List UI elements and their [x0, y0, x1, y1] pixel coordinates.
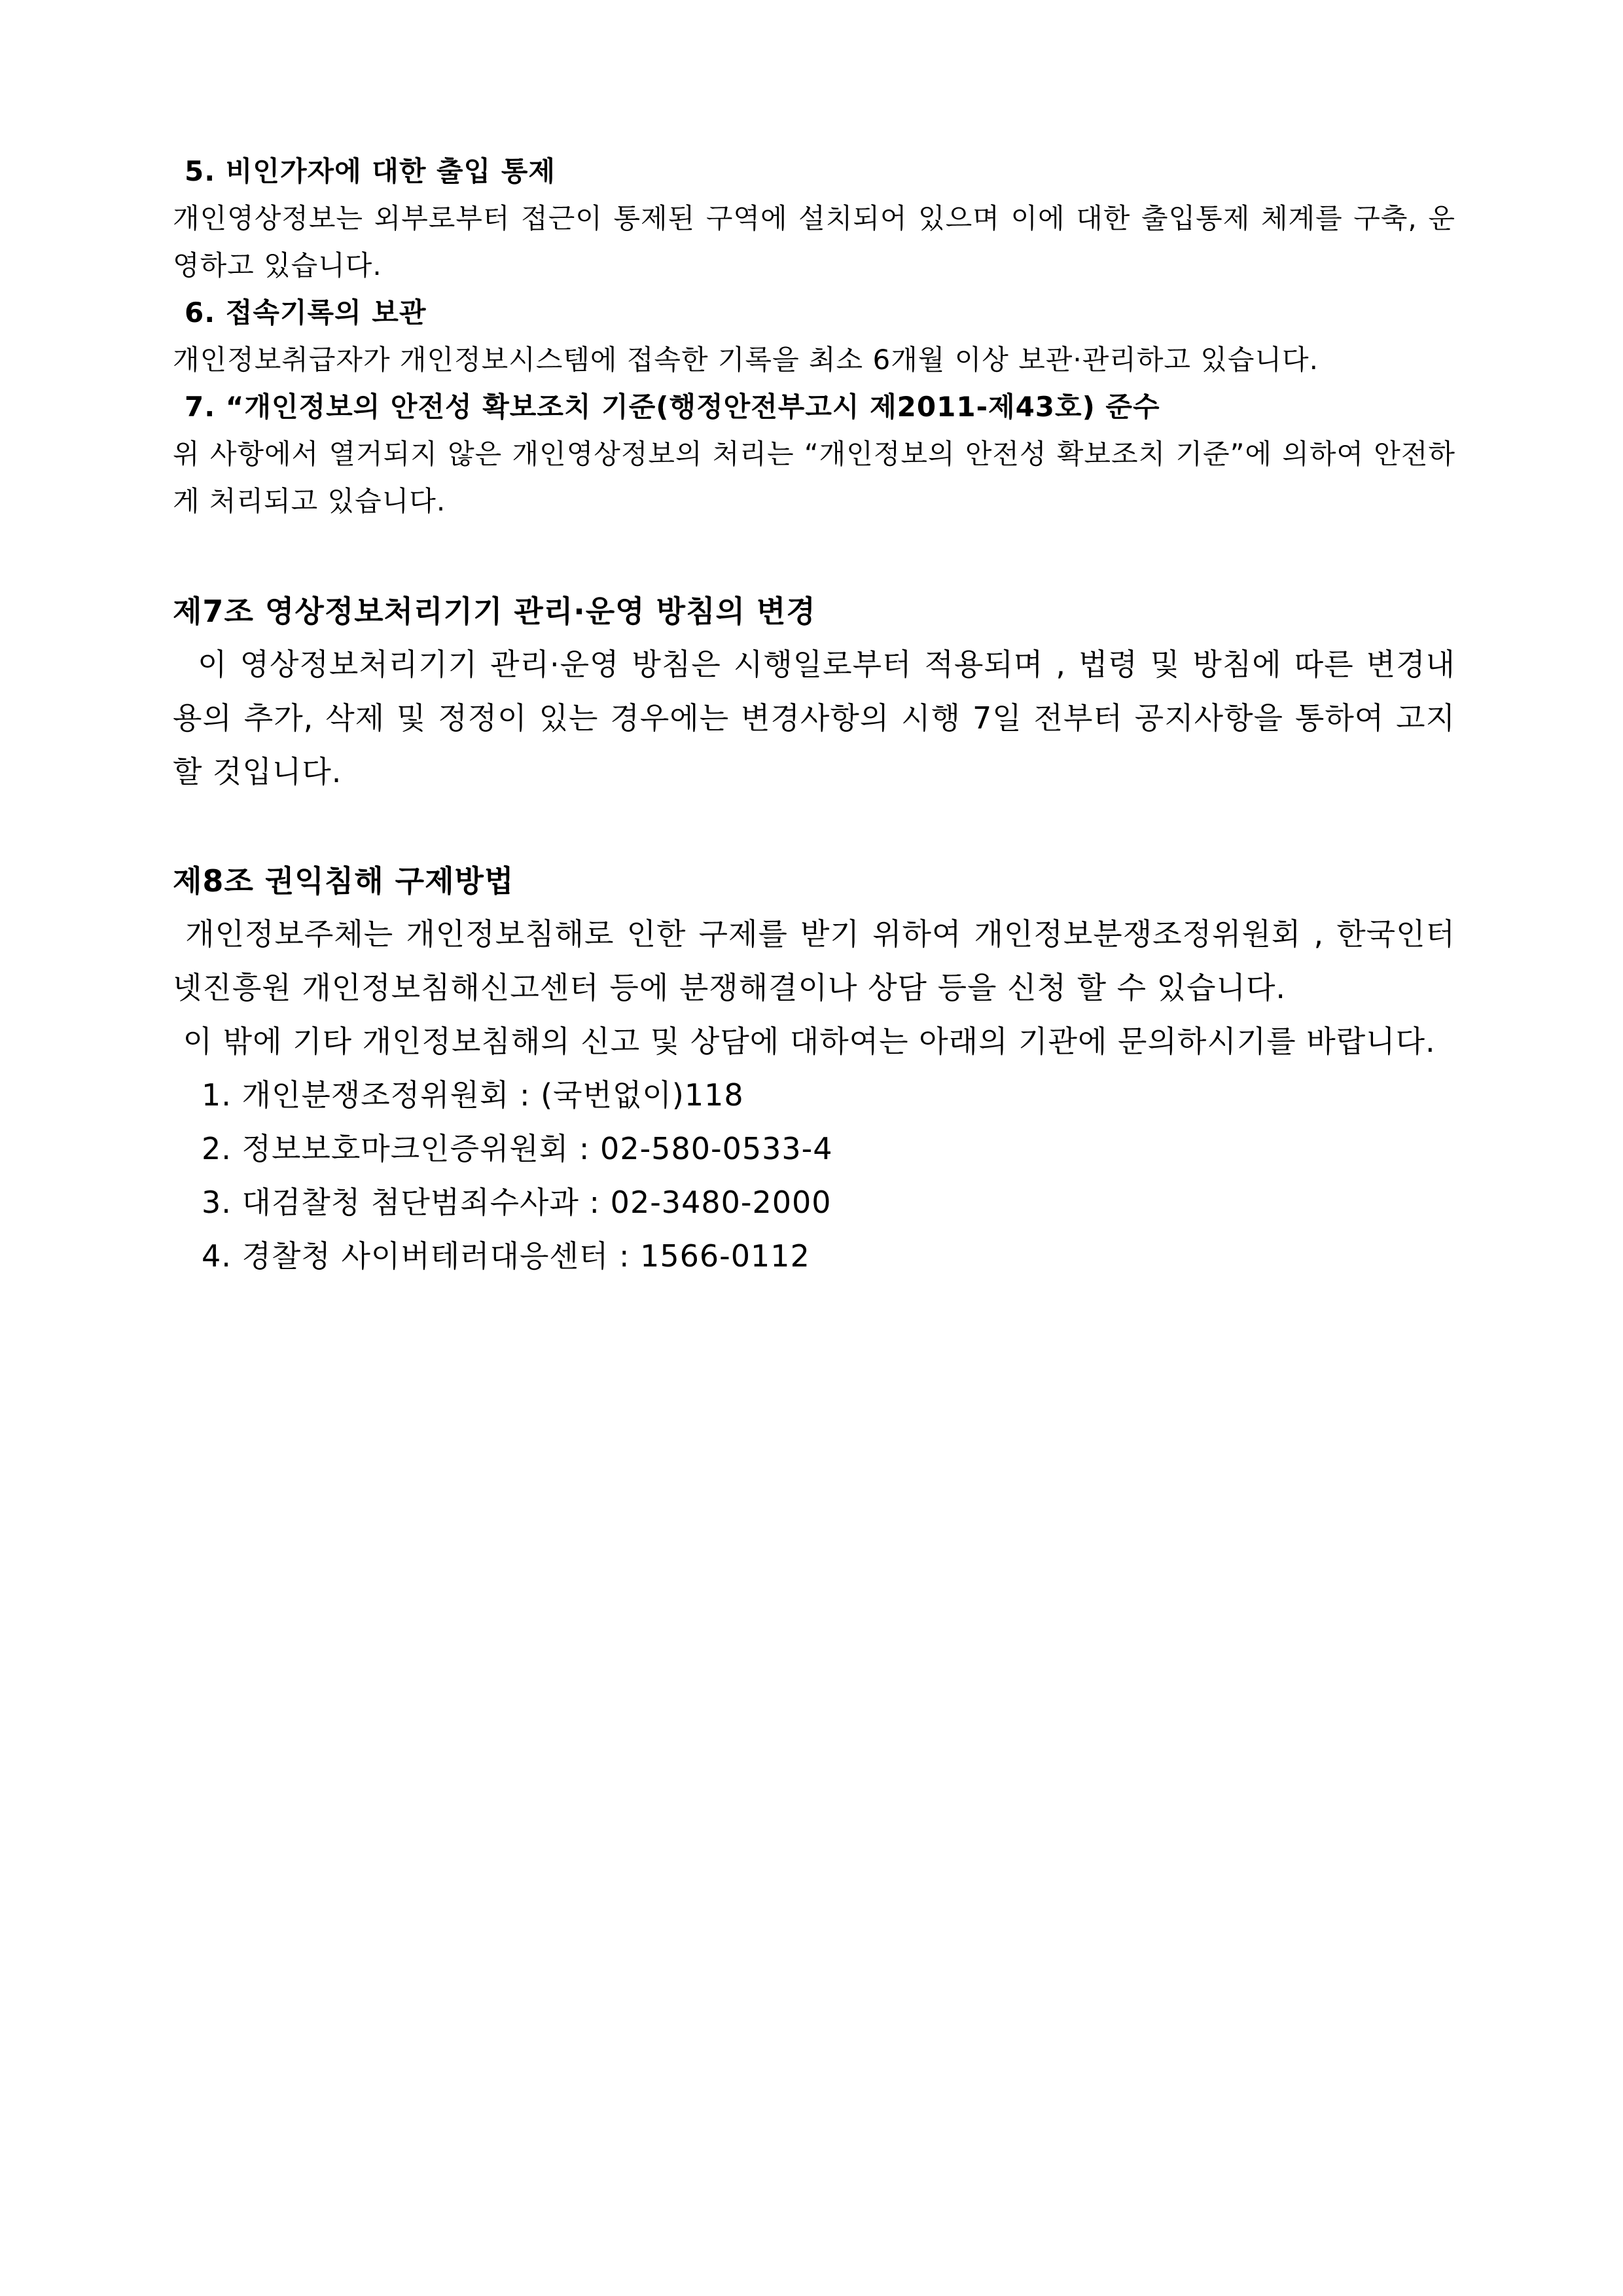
article-8-body-1: 개인정보주체는 개인정보침해로 인한 구제를 받기 위하여 개인정보분쟁조정위원회 , 한국인터넷진흥원 개인정보침해신고센터 등에 분쟁해결이나 상담 등을 신청 할 수 있습니다.	[173, 916, 1455, 1005]
article-8-body-2: 이 밖에 기타 개인정보침해의 신고 및 상담에 대하여는 아래의 기관에 문의하시기를 바랍니다.	[173, 1024, 1436, 1059]
section-5-body: 개인영상정보는 외부로부터 접근이 통제된 구역에 설치되어 있으며 이에 대한 출입통제 체계를 구축, 운영하고 있습니다.	[173, 202, 1455, 281]
section-6-body: 개인정보취급자가 개인정보시스템에 접속한 기록을 최소 6개월 이상 보관·관리하고 있습니다.	[173, 344, 1319, 376]
contact-item: 2. 정보보호마크인증위원회 : 02-580-0533-4	[202, 1131, 833, 1166]
contact-list	[173, 1068, 1455, 1283]
section-7-body: 위 사항에서 열거되지 않은 개인영상정보의 처리는 “개인정보의 안전성 확보조치 기준”에 의하여 안전하게 처리되고 있습니다.	[173, 438, 1455, 517]
article-8-heading: 제8조 권익침해 구제방법	[173, 863, 514, 899]
spacer	[173, 525, 1455, 585]
spacer	[173, 798, 1455, 855]
document-page	[173, 148, 1455, 1283]
contact-item: 4. 경찰청 사이버테러대응센터 : 1566-0112	[202, 1238, 810, 1274]
article-7-body: 이 영상정보처리기기 관리·운영 방침은 시행일로부터 적용되며 , 법령 및 방침에 따른 변경내용의 추가, 삭제 및 정정이 있는 경우에는 변경사항의 시행 7일 전부터 공지사항을 통하여 고지할 것입니다.	[173, 647, 1455, 789]
section-5-heading: 5. 비인가자에 대한 출입 통제	[185, 155, 556, 187]
contact-item: 1. 개인분쟁조정위원회 : (국번없이)118	[202, 1077, 744, 1113]
section-7-heading: 7. “개인정보의 안전성 확보조치 기준(행정안전부고시 제2011-제43호) 준수	[185, 391, 1160, 423]
article-7-heading: 제7조 영상정보처리기기 관리·운영 방침의 변경	[173, 594, 816, 629]
section-6-heading: 6. 접속기록의 보관	[185, 296, 427, 329]
contact-item: 3. 대검찰청 첨단범죄수사과 : 02-3480-2000	[202, 1185, 832, 1220]
